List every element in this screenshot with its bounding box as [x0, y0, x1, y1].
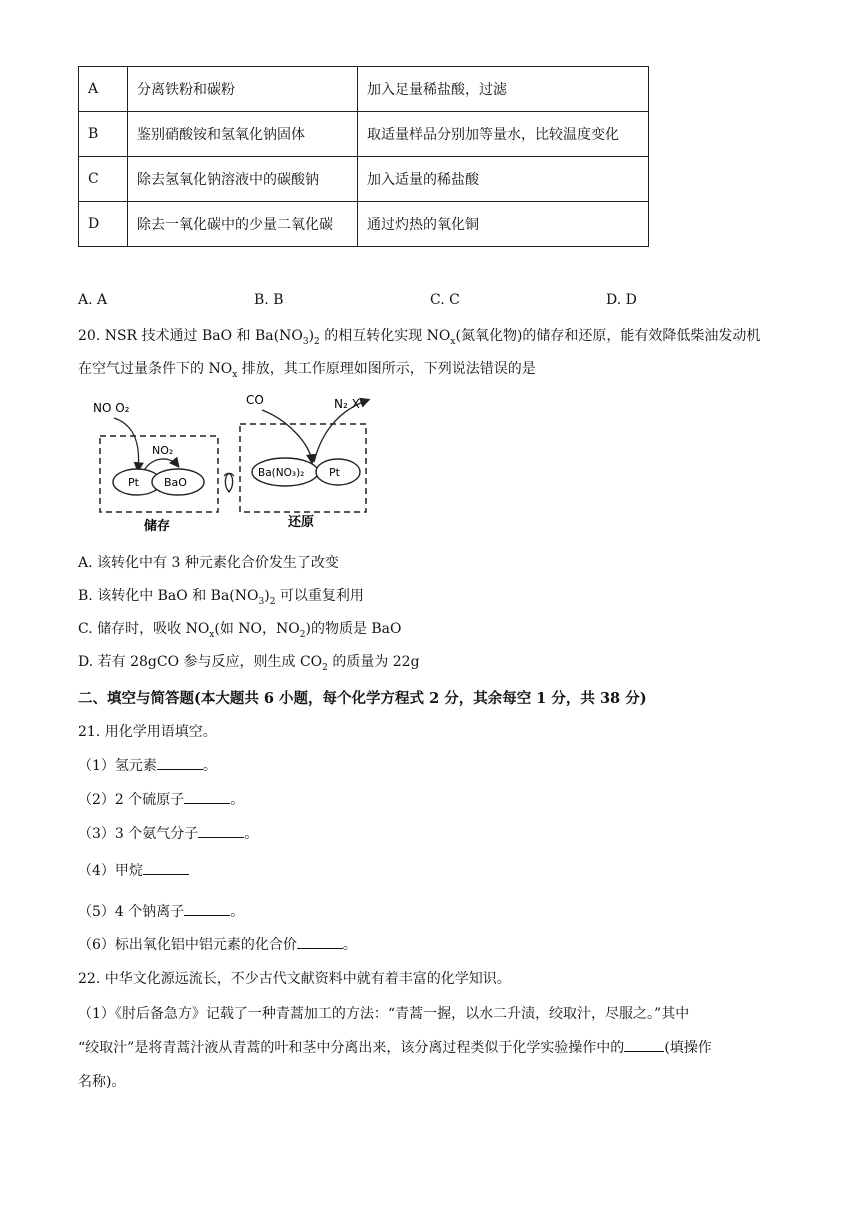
answer-blank[interactable]	[157, 755, 203, 770]
q20-stem-line2: 在空气过量条件下的 $NO_x$ 排放，其工作原理如图所示，下列说法错误的是	[78, 361, 536, 380]
row-goal: 分离铁粉和碳粉	[128, 67, 358, 112]
in-left-label: NO O₂	[93, 401, 130, 415]
answer-blank[interactable]	[184, 901, 230, 916]
storage-label: 储存	[144, 519, 171, 534]
q21-item: （6）标出氧化铝中铝元素的化合价 。	[78, 934, 357, 954]
section-title: 二、填空与简答题(本大题共 6 小题，每个化学方程式 2 分，其余每空 1 分，共 38 分)	[78, 690, 647, 707]
q20-option-b: B. 该转化中 BaO 和 $Ba(NO_3)_2$ 可以重复利用	[78, 588, 364, 607]
options-table	[78, 66, 649, 247]
choice-a: A. A	[78, 292, 108, 308]
pt-right-label: Pt	[329, 466, 340, 479]
answer-blank[interactable]	[184, 789, 230, 804]
choice-d: D. D	[606, 292, 637, 308]
co-label: CO	[246, 393, 264, 407]
table-row	[79, 112, 649, 157]
q21-item: （5）4 个钠离子 。	[78, 901, 244, 921]
choice-c: C. C	[430, 292, 460, 308]
out-label: N₂ X	[334, 397, 360, 411]
q20-option-d: D. 若有 28gCO 参与反应，则生成 $CO_2$ 的质量为 22g	[78, 654, 420, 673]
q22-part1-line1: （1）《肘后备急方》记载了一种青蒿加工的方法：“青蒿一握，以水二升渍，绞取汁，尽服之。”其中	[78, 1006, 690, 1022]
reduction-label: 还原	[288, 515, 315, 530]
q22-stem: 22. 中华文化源远流长，不少古代文献资料中就有着丰富的化学知识。	[78, 971, 511, 987]
row-letter: C	[79, 157, 128, 202]
row-method: 加入足量稀盐酸，过滤	[358, 67, 649, 112]
row-method: 通过灼热的氧化铜	[358, 202, 649, 247]
bano3-label: Ba(NO₃)₂	[258, 467, 305, 479]
q22-part1-line2: “绞取汁”是将青蒿汁液从青蒿的叶和茎中分离出来，该分离过程类似于化学实验操作中的 (填操作	[78, 1037, 712, 1057]
table-row	[79, 157, 649, 202]
row-goal: 鉴别硝酸铵和氢氧化钠固体	[128, 112, 358, 157]
row-goal: 除去氢氧化钠溶液中的碳酸钠	[128, 157, 358, 202]
table-row	[79, 202, 649, 247]
answer-blank[interactable]	[624, 1037, 664, 1052]
q21-item: （3）3 个氨气分子 。	[78, 823, 258, 843]
table-row	[79, 67, 649, 112]
no2-label: NO₂	[152, 444, 174, 457]
row-letter: A	[79, 67, 128, 112]
answer-blank[interactable]	[198, 823, 244, 838]
q21-item: （1）氢元素 。	[78, 755, 217, 775]
q21-item: （2）2 个硫原子 。	[78, 789, 244, 809]
row-letter: D	[79, 202, 128, 247]
row-method: 取适量样品分别加等量水，比较温度变化	[358, 112, 649, 157]
row-goal: 除去一氧化碳中的少量二氧化碳	[128, 202, 358, 247]
q20-stem-line1: 20. NSR 技术通过 BaO 和 $Ba(NO_3)_2$ 的相互转化实现 $NO_x$(氮氧化物)的储存和还原，能有效降低柴油发动机	[78, 328, 761, 347]
answer-blank[interactable]	[297, 934, 343, 949]
q22-part1-line3: 名称)。	[78, 1074, 126, 1090]
q20-option-c: C. 储存时，吸收 $NO_x$(如 NO，$NO_2$)的物质是 BaO	[78, 621, 402, 640]
q21-stem: 21. 用化学用语填空。	[78, 724, 217, 740]
bao-label: BaO	[164, 476, 187, 489]
row-letter: B	[79, 112, 128, 157]
pt-left-label: Pt	[128, 476, 139, 489]
q21-item: （4）甲烷	[78, 860, 189, 880]
nsr-diagram	[78, 390, 398, 536]
q20-option-a: A. 该转化中有 3 种元素化合价发生了改变	[78, 555, 339, 571]
answer-blank[interactable]	[143, 860, 189, 875]
choice-b: B. B	[254, 292, 284, 308]
row-method: 加入适量的稀盐酸	[358, 157, 649, 202]
